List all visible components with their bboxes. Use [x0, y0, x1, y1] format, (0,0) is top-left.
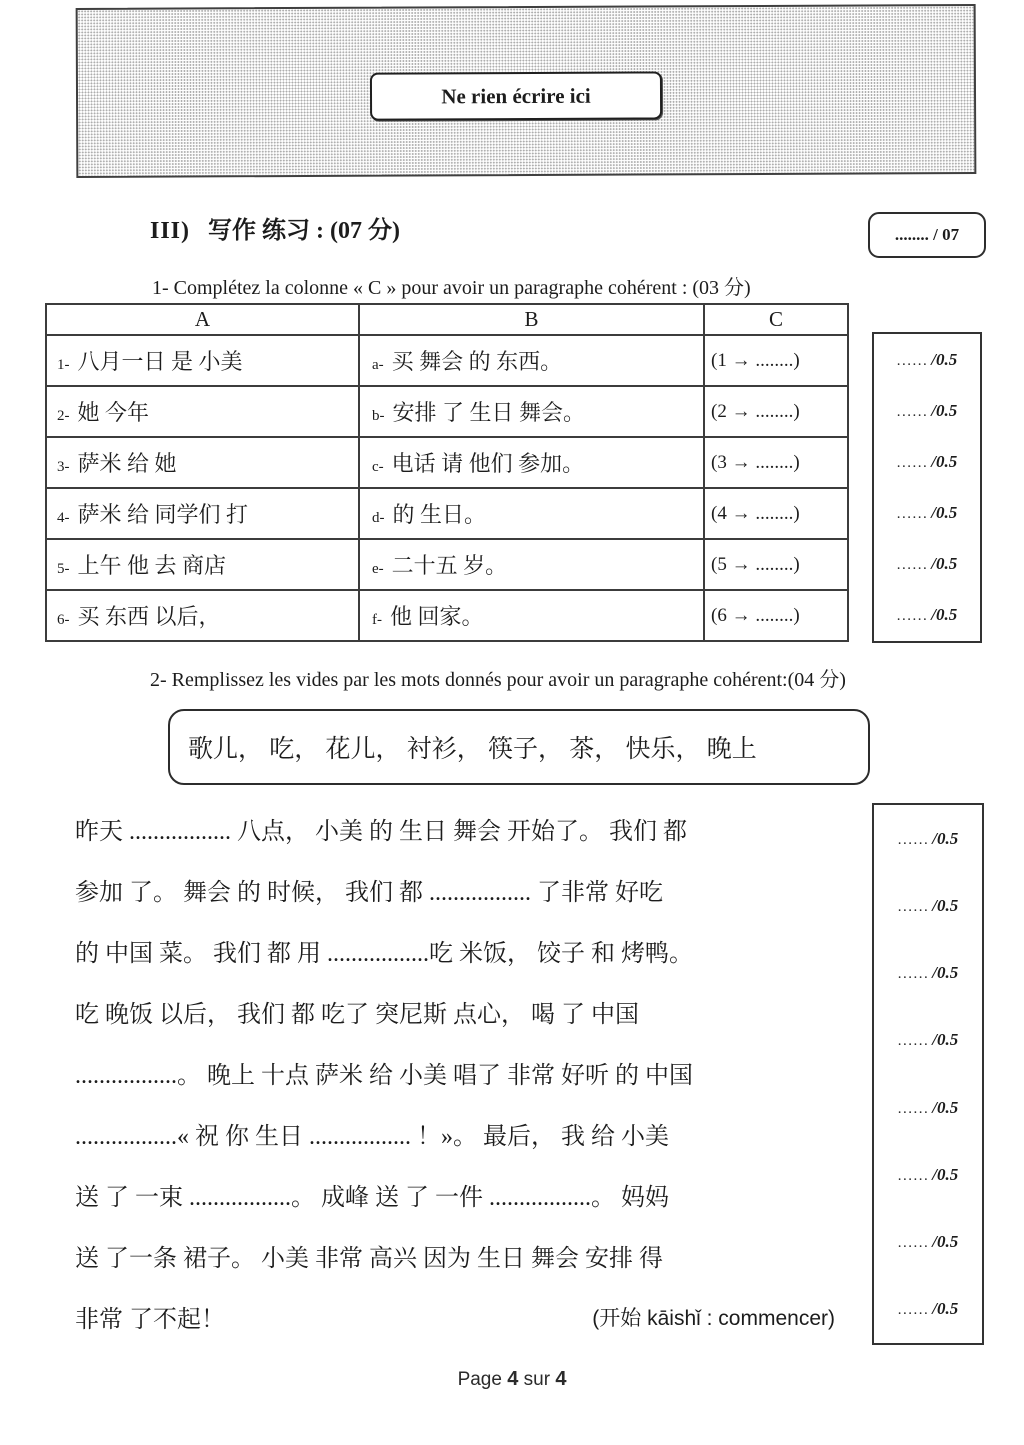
paragraph-line: [75, 1286, 871, 1347]
footer-prefix: Page: [457, 1369, 502, 1390]
table-row: [46, 386, 848, 437]
row-number: 3-: [57, 459, 70, 475]
table-row: [46, 590, 848, 641]
answer-blank: (1 → ........): [704, 335, 848, 386]
score-line: ...... /0.5: [896, 503, 958, 523]
score-line: ...... /0.5: [897, 1299, 959, 1319]
score-line: ...... /0.5: [897, 895, 959, 915]
answer-blank: (3 → ........): [704, 437, 848, 488]
row-letter: d-: [372, 510, 385, 526]
phrase-a: 买 东西 以后，: [77, 604, 221, 629]
exercise2-score-box: [872, 803, 984, 1345]
row-letter: a-: [372, 357, 384, 373]
row-number: 1-: [57, 357, 70, 373]
do-not-write-label: Ne rien écrire ici: [370, 71, 662, 120]
cloze-paragraph: [75, 798, 871, 1347]
matching-table: [45, 303, 849, 642]
row-letter: f-: [372, 612, 382, 628]
score-line: ...... /0.5: [897, 1164, 959, 1184]
exercise2-instruction: 2- Remplissez les vides par les mots donnés pour avoir un paragraphe cohérent:(04 分): [150, 669, 846, 691]
do-not-write-zone: [76, 4, 977, 178]
footer-page-total: 4: [555, 1368, 567, 1390]
phrase-a: 八月一日 是 小美: [77, 349, 243, 374]
exercise1-instruction: 1- Complétez la colonne « C » pour avoir un paragraphe cohérent : (03 分): [152, 277, 751, 299]
row-number: 2-: [57, 408, 70, 424]
score-line: ...... /0.5: [896, 400, 958, 420]
row-number: 6-: [57, 612, 70, 628]
phrase-a: 她 今年: [77, 400, 150, 425]
paragraph-line: 送 了 一束 .................。 成峰 送 了 一件 .................。 妈妈: [75, 1185, 669, 1211]
footer-page-number: 4: [507, 1368, 519, 1390]
exercise1-score-box: [872, 332, 982, 643]
row-number: 5-: [57, 561, 70, 577]
score-line: ...... /0.5: [897, 1097, 959, 1117]
vocab-note: (开始 kāishǐ : commencer): [592, 1306, 835, 1330]
paragraph-line: .................« 祝 你 生日 ................. ！»。 最后， 我 给 小美: [75, 1124, 669, 1150]
score-line: ...... /0.5: [896, 349, 958, 369]
section-heading: [150, 210, 400, 245]
section-numeral: III): [150, 218, 191, 244]
phrase-a: 上午 他 去 商店: [77, 553, 227, 578]
phrase-b: 买 舞会 的 东西。: [391, 349, 563, 374]
footer-separator: sur: [523, 1369, 551, 1390]
column-header-c: C: [704, 304, 848, 335]
phrase-b: 二十五 岁。: [391, 553, 508, 578]
score-line: ...... /0.5: [896, 554, 958, 574]
word-bank-box: 歌儿， 吃， 花儿， 衬衫， 筷子， 茶， 快乐， 晚上: [168, 709, 870, 785]
phrase-b: 安排 了 生日 舞会。: [392, 400, 586, 425]
column-header-a: A: [46, 304, 359, 335]
total-score-box: ........ / 07: [868, 212, 986, 258]
row-letter: b-: [372, 408, 385, 424]
phrase-a: 萨米 给 同学们 打: [77, 502, 249, 527]
page-footer: [0, 1368, 1024, 1391]
phrase-b: 电话 请 他们 参加。: [391, 451, 585, 476]
column-header-b: B: [359, 304, 704, 335]
paragraph-line-text: 非常 了不起！: [75, 1307, 225, 1333]
phrase-b: 的 生日。: [392, 502, 487, 527]
table-row: [46, 437, 848, 488]
paragraph-line: .................。 晚上 十点 萨米 给 小美 唱了 非常 好听 的 中国: [75, 1063, 693, 1089]
paragraph-line: 的 中国 菜。 我们 都 用 .................吃 米饭， 饺子 和 烤鸭。: [75, 941, 693, 967]
row-letter: c-: [372, 459, 384, 475]
paragraph-line: 参加 了。 舞会 的 时候， 我们 都 ................. 了非常 好吃: [75, 880, 663, 906]
phrase-a: 萨米 给 她: [77, 451, 177, 476]
score-line: ...... /0.5: [896, 451, 958, 471]
table-row: [46, 335, 848, 386]
score-line: ...... /0.5: [897, 828, 959, 848]
score-line: ...... /0.5: [896, 605, 958, 625]
row-number: 4-: [57, 510, 70, 526]
section-title: 写作 练习 : (07 分): [208, 218, 400, 244]
score-line: ...... /0.5: [897, 1232, 959, 1252]
answer-blank: (4 → ........): [704, 488, 848, 539]
table-header-row: [46, 304, 848, 335]
row-letter: e-: [372, 561, 384, 577]
answer-blank: (2 → ........): [704, 386, 848, 437]
table-row: [46, 488, 848, 539]
paragraph-line: 送 了一条 裙子。 小美 非常 高兴 因为 生日 舞会 安排 得: [75, 1246, 663, 1272]
paragraph-line: 昨天 ................. 八点， 小美 的 生日 舞会 开始了。 我们 都: [75, 819, 687, 845]
answer-blank: (5 → ........): [704, 539, 848, 590]
paragraph-line: 吃 晚饭 以后， 我们 都 吃了 突尼斯 点心， 喝 了 中国: [75, 1002, 639, 1028]
score-line: ...... /0.5: [897, 1030, 959, 1050]
phrase-b: 他 回家。: [390, 604, 484, 629]
answer-blank: (6 → ........): [704, 590, 848, 641]
score-line: ...... /0.5: [897, 963, 959, 983]
table-row: [46, 539, 848, 590]
